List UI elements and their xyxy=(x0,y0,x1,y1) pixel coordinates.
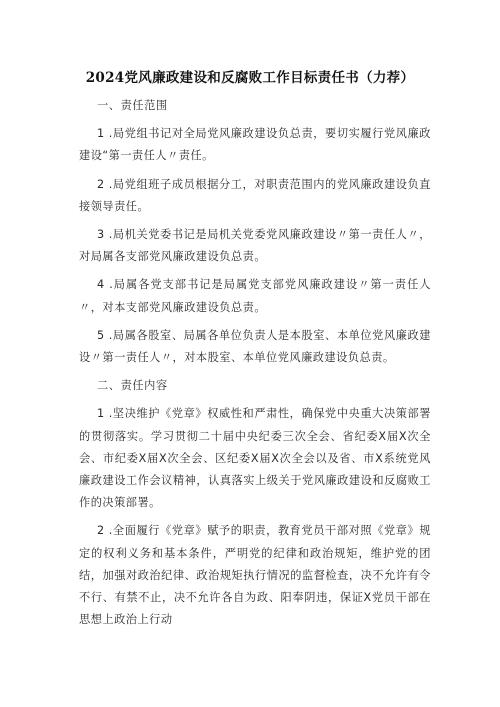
paragraph xyxy=(79,224,431,268)
document-title: 2024党风廉政建设和反腐败工作目标责任书（力荐） xyxy=(85,70,415,86)
paragraph xyxy=(79,174,431,218)
section-heading: 一、责任范围 xyxy=(97,99,168,112)
paragraph-text: 2 .局党组班子成员根据分工，对职责范围内的党风廉政建设负直接领导责任。 xyxy=(79,177,431,213)
paragraph-text: 4 .局属各党支部书记是局属党支部党风廉政建设〃第一责任人〃，对本支部党风廉政建设负总责。 xyxy=(79,278,431,314)
paragraph-text: 1 .坚决维护《党章》权威性和严肃性，确保党中央重大决策部署的贯彻落实。学习贯彻二十届中央纪委三次全会、省纪委X届X次全会、市纪委X届X次全会、区纪委X届X次全会以及省、市X系统党风廉政建设工作会议精神，认真落实上级关于党风廉政建设和反腐败工作的决策部署。 xyxy=(79,407,431,510)
paragraph xyxy=(79,403,431,514)
paragraph xyxy=(79,325,431,369)
paragraph-text: 1 .局党组书记对全局党风廉政建设负总责，要切实履行党风廉政建设“第一责任人〃责任。 xyxy=(79,127,431,163)
paragraph xyxy=(79,123,431,167)
section-heading: 二、责任内容 xyxy=(97,379,168,393)
document-body xyxy=(79,95,431,637)
paragraph-text: 2 .全面履行《党章》赋予的职责，教育党员干部对照《党章》规定的权利义务和基本条件，严明党的纪律和政治规矩，维护党的团结，加强对政治纪律、政治规矩执行情况的监督检查，决不允许有令不行、有禁不止，决不允许各自为政、阳奉阴违，保证X党员干部在思想上政治上行动 xyxy=(79,524,431,627)
paragraph-text: 3 .局机关党委书记是局机关党委党风廉政建设〃第一责任人〃，对局属各支部党风廉政建设负总责。 xyxy=(79,228,431,264)
paragraph xyxy=(79,520,431,631)
paragraph-text: 5 .局属各股室、局属各单位负责人是本股室、本单位党风廉政建设〃第一责任人〃，对本股室、本单位党风廉政建设负总责。 xyxy=(79,328,431,365)
paragraph xyxy=(79,274,431,318)
